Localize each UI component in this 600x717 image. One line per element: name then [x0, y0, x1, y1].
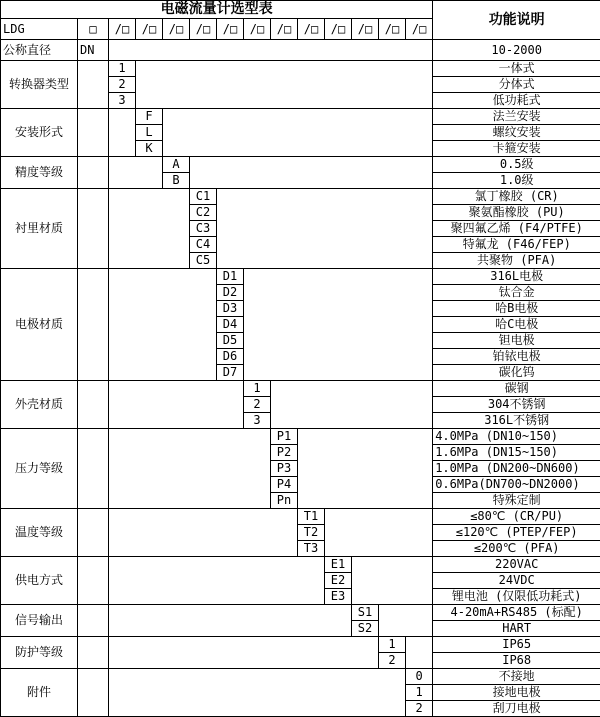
option-desc: 接地电极	[433, 685, 600, 701]
group-label: 压力等级	[1, 429, 78, 509]
option-desc: 刮刀电极	[433, 701, 600, 717]
option-code: P1	[271, 429, 298, 445]
option-desc: 分体式	[433, 77, 600, 93]
option-desc: 1.6MPa (DN15~150)	[433, 445, 600, 461]
option-code: 2	[406, 701, 433, 717]
strip-cell	[78, 157, 109, 189]
option-desc: IP65	[433, 637, 600, 653]
model-first-box: □	[78, 19, 109, 40]
strip-cell	[78, 381, 109, 429]
option-desc: 1.0MPa (DN200~DN600)	[433, 461, 600, 477]
model-slash-box: /□	[406, 19, 433, 40]
strip-cell	[78, 269, 109, 381]
option-desc: 钽电极	[433, 333, 600, 349]
option-desc: 特氟龙 (F46/FEP)	[433, 237, 600, 253]
option-code: 1	[244, 381, 271, 397]
option-code: D6	[217, 349, 244, 365]
option-code: E1	[325, 557, 352, 573]
option-desc: 钛合金	[433, 285, 600, 301]
option-row	[1, 669, 600, 685]
option-row	[1, 381, 600, 397]
option-desc: 一体式	[433, 61, 600, 77]
gap-cell	[109, 189, 190, 269]
group-label: 安装形式	[1, 109, 78, 157]
option-desc: HART	[433, 621, 600, 637]
option-desc: ≤120℃ (PTEP/FEP)	[433, 525, 600, 541]
option-desc: 316L不锈钢	[433, 413, 600, 429]
option-desc: 碳钢	[433, 381, 600, 397]
option-code: 3	[109, 93, 136, 109]
option-desc: 聚氨酯橡胶 (PU)	[433, 205, 600, 221]
gap-cell	[271, 381, 433, 429]
option-code: Pn	[271, 493, 298, 509]
option-desc: 法兰安装	[433, 109, 600, 125]
strip-cell	[78, 557, 109, 605]
gap-cell	[109, 109, 136, 157]
gap-cell	[109, 381, 244, 429]
strip-cell	[78, 189, 109, 269]
option-code: C3	[190, 221, 217, 237]
gap-cell	[406, 637, 433, 669]
option-desc: 聚四氟乙烯 (F4/PTFE)	[433, 221, 600, 237]
option-code: E2	[325, 573, 352, 589]
option-desc: IP68	[433, 653, 600, 669]
strip-cell	[78, 637, 109, 669]
gap-cell	[244, 269, 433, 381]
group-label: 防护等级	[1, 637, 78, 669]
strip-cell	[78, 109, 109, 157]
option-row	[1, 429, 600, 445]
option-row	[1, 605, 600, 621]
option-row	[1, 61, 600, 77]
option-code: A	[163, 157, 190, 173]
option-code: D7	[217, 365, 244, 381]
title-row	[1, 1, 600, 19]
gap-cell	[109, 509, 298, 557]
gap-cell	[109, 40, 433, 61]
option-desc: 4.0MPa (DN10~150)	[433, 429, 600, 445]
option-code: C4	[190, 237, 217, 253]
gap-cell	[217, 189, 433, 269]
gap-cell	[163, 109, 433, 157]
option-row	[1, 509, 600, 525]
option-code: 2	[379, 653, 406, 669]
model-slash-box: /□	[163, 19, 190, 40]
option-row	[1, 269, 600, 285]
option-code: T3	[298, 541, 325, 557]
model-slash-box: /□	[190, 19, 217, 40]
gap-cell	[352, 557, 433, 605]
option-row	[1, 637, 600, 653]
group-label: 电极材质	[1, 269, 78, 381]
page-title: 电磁流量计选型表	[1, 1, 433, 19]
option-desc: 4-20mA+RS485 (标配)	[433, 605, 600, 621]
gap-cell	[136, 61, 433, 109]
option-code: C2	[190, 205, 217, 221]
option-code: K	[136, 141, 163, 157]
group-label: 供电方式	[1, 557, 78, 605]
option-row	[1, 189, 600, 205]
model-slash-box: /□	[352, 19, 379, 40]
option-code: P2	[271, 445, 298, 461]
option-code: 2	[244, 397, 271, 413]
option-code: B	[163, 173, 190, 189]
model-slash-box: /□	[136, 19, 163, 40]
option-desc: 铂铱电极	[433, 349, 600, 365]
group-label: 精度等级	[1, 157, 78, 189]
model-slash-box: /□	[298, 19, 325, 40]
option-desc: 24VDC	[433, 573, 600, 589]
option-code: 1	[109, 61, 136, 77]
option-desc: 220VAC	[433, 557, 600, 573]
option-code: 1	[406, 685, 433, 701]
option-desc: 0.5级	[433, 157, 600, 173]
option-code: S1	[352, 605, 379, 621]
gap-cell	[109, 637, 379, 669]
option-desc: 卡箍安装	[433, 141, 600, 157]
gap-cell	[109, 669, 406, 717]
option-desc: 低功耗式	[433, 93, 600, 109]
model-slash-box: /□	[271, 19, 298, 40]
group-label: 转换器类型	[1, 61, 78, 109]
diameter-code: DN	[78, 40, 109, 61]
option-row	[1, 557, 600, 573]
strip-cell	[78, 509, 109, 557]
model-slash-box: /□	[325, 19, 352, 40]
gap-cell	[109, 605, 352, 637]
option-desc: 氯丁橡胶 (CR)	[433, 189, 600, 205]
option-desc: 1.0级	[433, 173, 600, 189]
option-code: E3	[325, 589, 352, 605]
option-code: L	[136, 125, 163, 141]
strip-cell	[78, 669, 109, 717]
option-code: D1	[217, 269, 244, 285]
option-desc: ≤200℃ (PFA)	[433, 541, 600, 557]
option-desc: 锂电池 (仅限低功耗式)	[433, 589, 600, 605]
gap-cell	[109, 157, 163, 189]
group-label: 温度等级	[1, 509, 78, 557]
option-code: T1	[298, 509, 325, 525]
option-row	[1, 157, 600, 173]
diameter-desc: 10-2000	[433, 40, 600, 61]
option-desc: 哈C电极	[433, 317, 600, 333]
group-label-diameter: 公称直径	[1, 40, 78, 61]
group-label: 附件	[1, 669, 78, 717]
model-slash-box: /□	[244, 19, 271, 40]
option-desc: 共聚物 (PFA)	[433, 253, 600, 269]
option-desc: 特殊定制	[433, 493, 600, 509]
diameter-row	[1, 40, 600, 61]
option-code: D2	[217, 285, 244, 301]
model-prefix: LDG	[1, 19, 78, 40]
strip-cell	[78, 429, 109, 509]
option-desc: 不接地	[433, 669, 600, 685]
option-desc: 哈B电极	[433, 301, 600, 317]
option-code: F	[136, 109, 163, 125]
option-code: D3	[217, 301, 244, 317]
group-label: 外壳材质	[1, 381, 78, 429]
option-code: 1	[379, 637, 406, 653]
option-row	[1, 109, 600, 125]
strip-cell	[78, 61, 109, 109]
option-desc: 316L电极	[433, 269, 600, 285]
option-desc: 碳化钨	[433, 365, 600, 381]
option-code: P3	[271, 461, 298, 477]
gap-cell	[109, 269, 217, 381]
option-code: D5	[217, 333, 244, 349]
gap-cell	[298, 429, 433, 509]
option-code: C1	[190, 189, 217, 205]
function-column-header: 功能说明	[433, 1, 600, 40]
model-slash-box: /□	[109, 19, 136, 40]
gap-cell	[325, 509, 433, 557]
option-desc: ≤80℃ (CR/PU)	[433, 509, 600, 525]
group-label: 信号输出	[1, 605, 78, 637]
option-code: 2	[109, 77, 136, 93]
strip-cell	[78, 605, 109, 637]
model-slash-box: /□	[217, 19, 244, 40]
option-code: 3	[244, 413, 271, 429]
gap-cell	[109, 557, 325, 605]
option-code: D4	[217, 317, 244, 333]
option-code: P4	[271, 477, 298, 493]
option-desc: 0.6MPa(DN700~DN2000)	[433, 477, 600, 493]
model-slash-box: /□	[379, 19, 406, 40]
group-label: 衬里材质	[1, 189, 78, 269]
option-code: 0	[406, 669, 433, 685]
gap-cell	[109, 429, 271, 509]
option-code: C5	[190, 253, 217, 269]
option-code: S2	[352, 621, 379, 637]
option-desc: 304不锈钢	[433, 397, 600, 413]
gap-cell	[190, 157, 433, 189]
option-code: T2	[298, 525, 325, 541]
option-desc: 螺纹安装	[433, 125, 600, 141]
gap-cell	[379, 605, 433, 637]
